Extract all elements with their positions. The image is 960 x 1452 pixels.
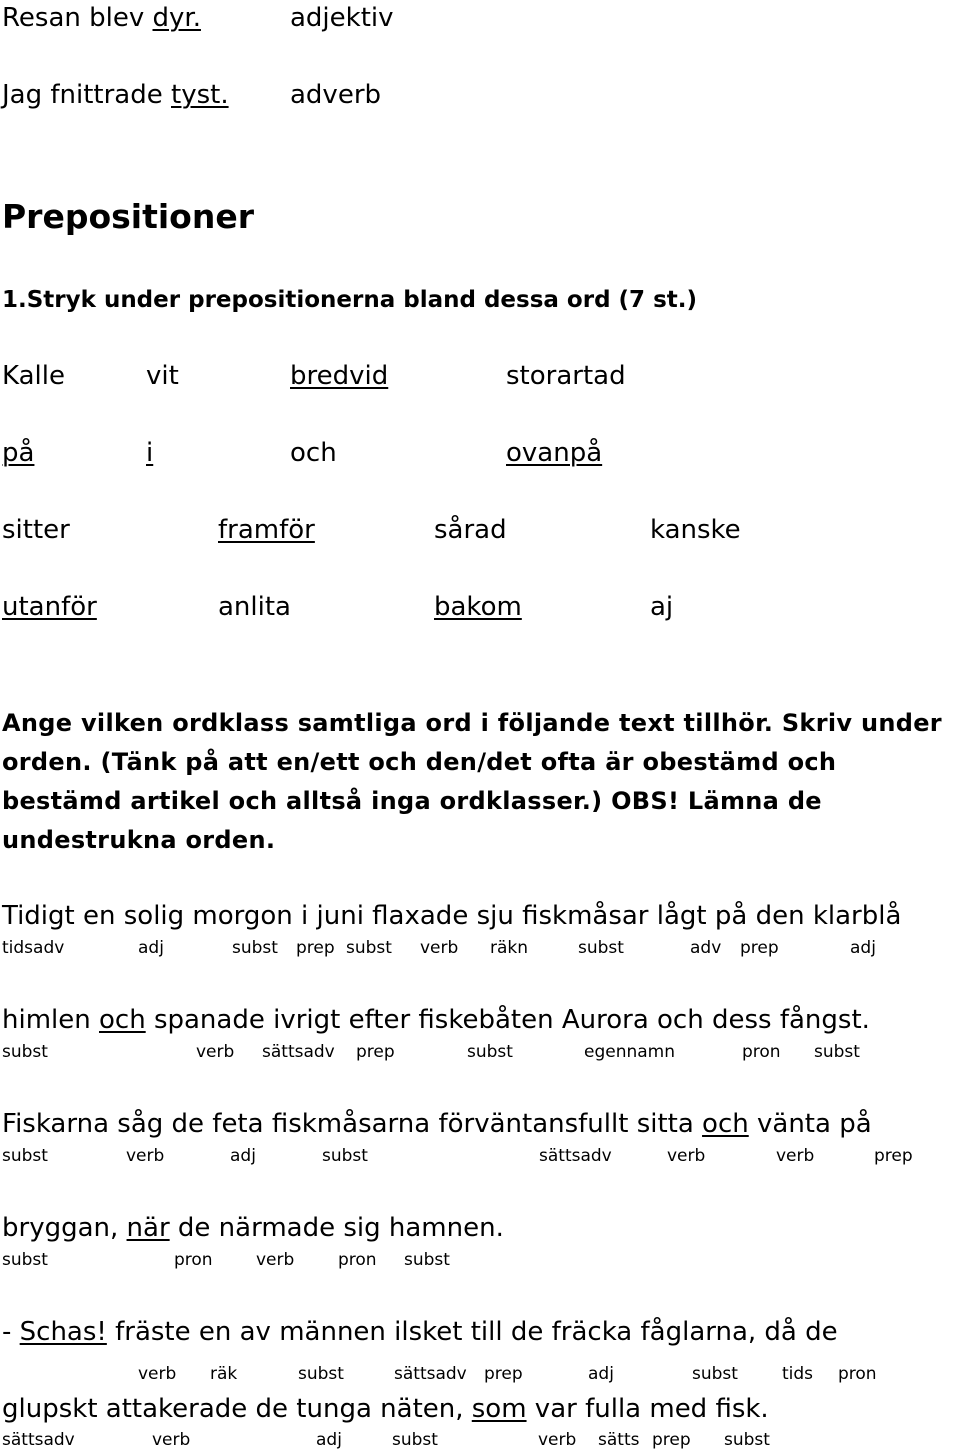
word-class-label: sättsadv	[262, 1042, 335, 1062]
example-sentence-1: Resan blev dyr.	[2, 3, 201, 33]
example-label-2: adverb	[290, 80, 382, 110]
grid-word-underlined: ovanpå	[506, 438, 603, 468]
word-class-label: sättsadv	[2, 1430, 75, 1450]
underlined-word: som	[471, 1394, 527, 1424]
word-class-label: räkn	[490, 938, 529, 958]
word-class-label: subst	[467, 1042, 513, 1062]
word-class-label: verb	[152, 1430, 191, 1450]
grid-word: storartad	[506, 361, 626, 391]
word-class-label: tids	[782, 1364, 814, 1384]
word-class-label: sättsadv	[394, 1364, 467, 1384]
example-sentence-2: Jag fnittrade tyst.	[2, 80, 229, 110]
grid-word-underlined: i	[146, 438, 154, 468]
word-class-label: prep	[652, 1430, 691, 1450]
word-class-label: verb	[138, 1364, 177, 1384]
sentence-6: glupskt attakerade de tunga näten, som var fulla med fisk.	[2, 1394, 769, 1424]
word-class-label: adj	[138, 938, 164, 958]
grid-word-underlined: bredvid	[290, 361, 389, 391]
task-1-heading: 1.Stryk under prepositionerna bland dessa ord (7 st.)	[2, 287, 697, 313]
word-class-label: pron	[838, 1364, 877, 1384]
word-class-label: pron	[174, 1250, 213, 1270]
word-class-label: prep	[740, 938, 779, 958]
grid-word-underlined: utanför	[2, 592, 97, 622]
word-class-label: subst	[2, 1250, 48, 1270]
word-class-label: sätts	[598, 1430, 640, 1450]
word-class-label: subst	[814, 1042, 860, 1062]
grid-word: sårad	[434, 515, 507, 545]
sentence-4: bryggan, när de närmade sig hamnen.	[2, 1213, 504, 1243]
word-class-label: verb	[256, 1250, 295, 1270]
grid-word: kanske	[650, 515, 741, 545]
grid-word: Kalle	[2, 361, 65, 391]
word-class-label: pron	[338, 1250, 377, 1270]
word-class-label: subst	[298, 1364, 344, 1384]
grid-word: och	[290, 438, 337, 468]
word-class-label: adj	[230, 1146, 256, 1166]
word-class-label: subst	[392, 1430, 438, 1450]
grid-word-underlined: på	[2, 438, 35, 468]
word-class-label: subst	[322, 1146, 368, 1166]
underlined-word: och	[702, 1109, 749, 1139]
underlined-word: när	[126, 1213, 170, 1243]
word-class-label: verb	[420, 938, 459, 958]
word-class-label: räk	[210, 1364, 238, 1384]
word-class-label: subst	[2, 1146, 48, 1166]
sentence-1: Tidigt en solig morgon i juni flaxade sju fiskmåsar lågt på den klarblå	[2, 901, 902, 931]
underlined-word: Schas!	[19, 1317, 107, 1347]
sentence-5: - Schas! fräste en av männen ilsket till de fräcka fåglarna, då de	[2, 1317, 838, 1347]
instruction-paragraph: Ange vilken ordklass samtliga ord i följande text tillhör. Skriv under orden. (Tänk på att en/ett och den/det ofta är obestämd och bestämd artikel och alltså inga ordklasser.) OBS! Lämna de undestrukna orden.	[2, 709, 942, 854]
word-class-label: verb	[126, 1146, 165, 1166]
grid-word-underlined: bakom	[434, 592, 522, 622]
word-class-label: subst	[692, 1364, 738, 1384]
underlined-word: tyst.	[171, 80, 229, 110]
word-class-label: tidsadv	[2, 938, 65, 958]
grid-word: sitter	[2, 515, 70, 545]
word-class-label: prep	[356, 1042, 395, 1062]
word-class-label: pron	[742, 1042, 781, 1062]
grid-word: anlita	[218, 592, 291, 622]
word-class-label: subst	[724, 1430, 770, 1450]
word-class-label: subst	[578, 938, 624, 958]
word-class-label: prep	[874, 1146, 913, 1166]
sentence-2: himlen och spanade ivrigt efter fiskebåten Aurora och dess fångst.	[2, 1005, 870, 1035]
grid-word: vit	[146, 361, 179, 391]
example-label-1: adjektiv	[290, 3, 394, 33]
word-class-label: sättsadv	[539, 1146, 612, 1166]
underlined-word: och	[99, 1005, 146, 1035]
word-class-label: verb	[196, 1042, 235, 1062]
word-class-label: adj	[850, 938, 876, 958]
word-class-label: subst	[232, 938, 278, 958]
sentence-3: Fiskarna såg de feta fiskmåsarna förväntansfullt sitta och vänta på	[2, 1109, 872, 1139]
word-class-label: subst	[2, 1042, 48, 1062]
underlined-word: dyr.	[152, 3, 201, 33]
word-class-label: prep	[296, 938, 335, 958]
section-title: Prepositioner	[2, 197, 254, 236]
word-class-label: verb	[776, 1146, 815, 1166]
word-class-label: subst	[404, 1250, 450, 1270]
word-class-label: verb	[667, 1146, 706, 1166]
grid-word-underlined: framför	[218, 515, 315, 545]
word-class-label: egennamn	[584, 1042, 676, 1062]
word-class-label: prep	[484, 1364, 523, 1384]
grid-word: aj	[650, 592, 674, 622]
word-class-label: verb	[538, 1430, 577, 1450]
word-class-label: adv	[690, 938, 722, 958]
word-class-label: adj	[588, 1364, 614, 1384]
word-class-label: subst	[346, 938, 392, 958]
word-class-label: adj	[316, 1430, 342, 1450]
